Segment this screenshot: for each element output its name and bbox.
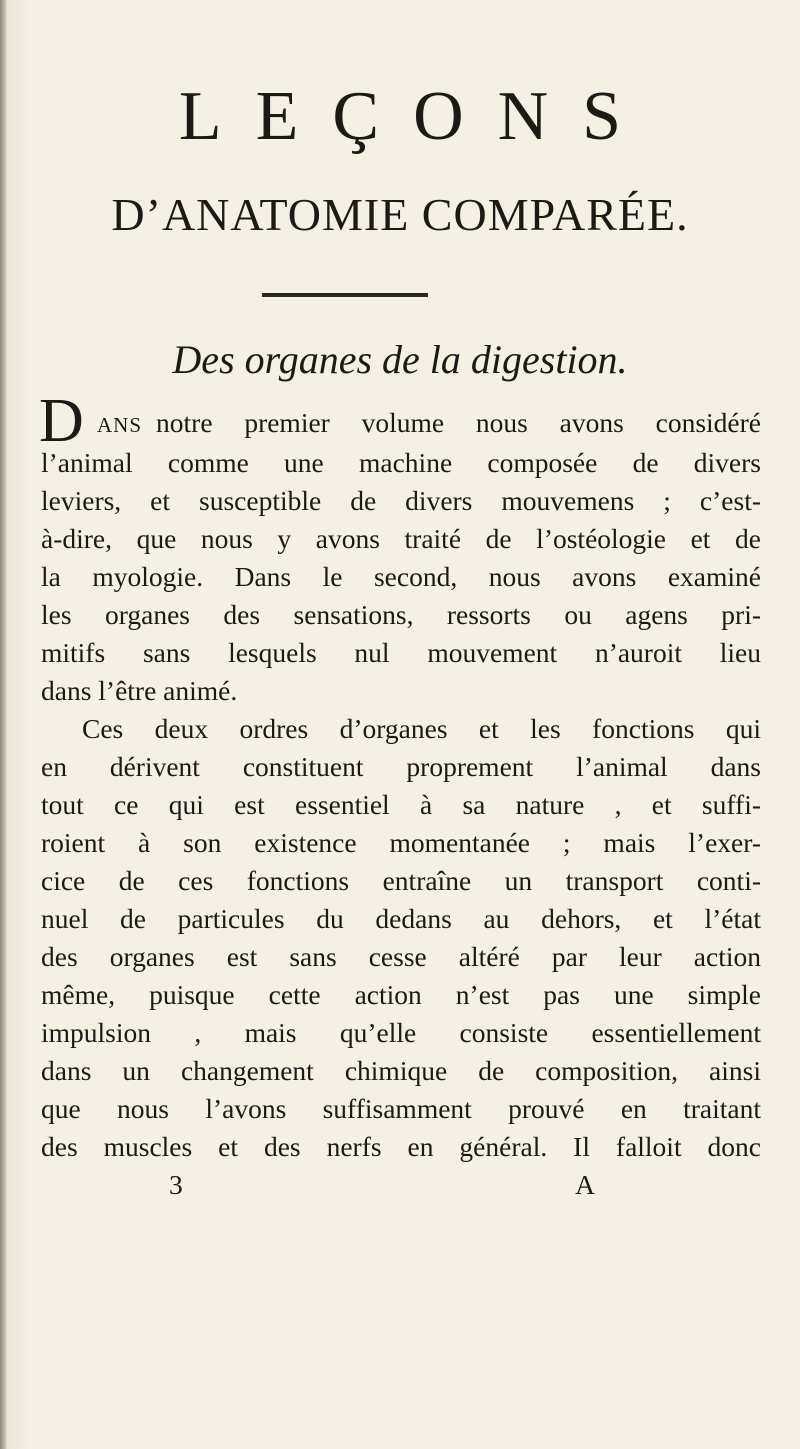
text-line: dans l’être animé.: [41, 675, 238, 706]
text-line: dans un changement chimique de composition, ainsi: [41, 1055, 761, 1086]
page-subtitle: D’ANATOMIE COMPARÉE.: [111, 189, 689, 240]
text-line: Ces deux ordres d’organes et les fonctions qui: [82, 713, 761, 744]
body-text: [39, 387, 761, 1204]
text-line: tout ce qui est essentiel à sa nature , et suffi-: [41, 789, 761, 820]
text-line: roient à son existence momentanée ; mais l’exer-: [41, 827, 761, 858]
small-caps-word: ANS: [97, 413, 143, 437]
text-line: l’animal comme une machine composée de divers: [41, 447, 761, 478]
text-line: en dérivent constituent proprement l’animal dans: [41, 751, 761, 782]
signature-number: 3: [169, 1169, 183, 1200]
drop-cap: D: [39, 387, 84, 455]
text-line: leviers, et susceptible de divers mouvemens ; c’est-: [41, 485, 761, 516]
text-line: cice de ces fonctions entraîne un transport conti-: [41, 865, 761, 896]
text-line: que nous l’avons suffisamment prouvé en traitant: [41, 1093, 761, 1124]
text-line: des organes est sans cesse altéré par leur action: [41, 941, 761, 972]
text-line: même, puisque cette action n’est pas une simple: [41, 979, 761, 1010]
text-line: des muscles et des nerfs en général. Il falloit donc: [41, 1131, 761, 1162]
text-line: nuel de particules du dedans au dehors, et l’état: [41, 903, 761, 934]
text-line: [39, 387, 761, 455]
text-line: impulsion , mais qu’elle consiste essentiellement: [41, 1017, 761, 1048]
text-line: la myologie. Dans le second, nous avons examiné: [41, 561, 761, 592]
text-line: mitifs sans lesquels nul mouvement n’auroit lieu: [41, 637, 761, 668]
text-line: les organes des sensations, ressorts ou agens pri-: [41, 599, 761, 630]
page-title: LEÇONS: [178, 78, 656, 155]
signature-letter: A: [575, 1169, 595, 1200]
signature-line: [41, 1166, 761, 1204]
title-divider: [262, 293, 428, 297]
text-line: à-dire, que nous y avons traité de l’ostéologie et de: [41, 523, 761, 554]
text-line-content: notre premier volume nous avons considéré: [156, 407, 761, 438]
section-heading: Des organes de la digestion.: [172, 337, 628, 382]
